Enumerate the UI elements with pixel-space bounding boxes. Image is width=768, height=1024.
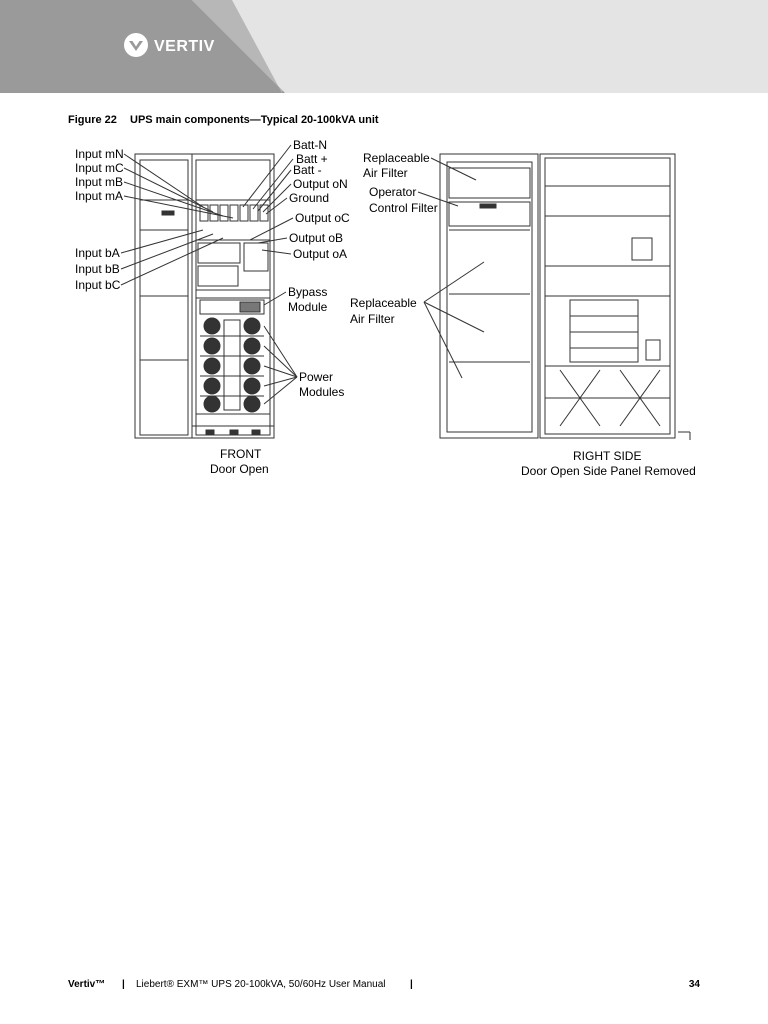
label-batt-minus: Batt - xyxy=(293,163,322,177)
label-input-mn: Input mN xyxy=(75,147,124,161)
figure-title: UPS main components—Typical 20-100kVA unit xyxy=(130,114,379,126)
label-input-bc: Input bC xyxy=(75,278,121,292)
label-air-filter-side: Air Filter xyxy=(350,312,395,326)
front-door xyxy=(135,154,192,438)
label-input-bb: Input bB xyxy=(75,262,120,276)
page-header xyxy=(0,0,768,93)
side-caption-title: RIGHT SIDE xyxy=(573,449,642,463)
ups-components-drawing xyxy=(0,130,768,450)
label-output-ob: Output oB xyxy=(289,231,344,245)
side-leader-lines xyxy=(418,158,484,378)
footer-separator-2: | xyxy=(410,979,413,990)
page-number: 34 xyxy=(688,979,700,990)
label-bypass: Bypass xyxy=(288,285,328,299)
label-operator: Operator xyxy=(369,185,417,199)
label-control-filter: Control Filter xyxy=(369,201,438,215)
figure-caption xyxy=(68,114,379,126)
logo-text: VERTIV xyxy=(154,38,215,55)
label-air-filter-top: Air Filter xyxy=(363,166,408,180)
label-batt-plus: Batt + xyxy=(296,152,328,166)
label-bypass-module: Module xyxy=(288,300,328,314)
figure-number: Figure 22 xyxy=(68,114,117,126)
front-caption-sub: Door Open xyxy=(210,462,269,476)
label-power: Power xyxy=(299,370,334,384)
label-input-ba: Input bA xyxy=(75,246,120,260)
label-input-mb: Input mB xyxy=(75,175,124,189)
label-output-oc: Output oC xyxy=(295,211,350,225)
label-power-modules: Modules xyxy=(299,385,345,399)
footer-separator-1: | xyxy=(122,979,125,990)
page-footer xyxy=(68,979,700,993)
label-input-mc: Input mC xyxy=(75,161,124,175)
footer-brand: Vertiv™ xyxy=(68,979,106,990)
label-input-ma: Input mA xyxy=(75,189,124,203)
label-batt-n: Batt-N xyxy=(293,138,328,152)
footer-manual-title: Liebert® EXM™ UPS 20-100kVA, 50/60Hz User Manual xyxy=(136,979,386,990)
side-frame xyxy=(540,154,690,440)
front-cabinet xyxy=(192,154,274,438)
front-caption-title: FRONT xyxy=(220,447,262,461)
side-caption-sub: Door Open Side Panel Removed xyxy=(521,464,696,478)
label-output-on: Output oN xyxy=(293,177,348,191)
vertiv-logo xyxy=(124,33,215,61)
side-door xyxy=(440,154,538,438)
label-replaceable-side: Replaceable xyxy=(350,296,417,310)
label-ground: Ground xyxy=(289,191,330,205)
label-output-oa: Output oA xyxy=(293,247,348,261)
vertiv-chevron-logo-icon xyxy=(124,33,148,62)
label-replaceable-top: Replaceable xyxy=(363,151,430,165)
